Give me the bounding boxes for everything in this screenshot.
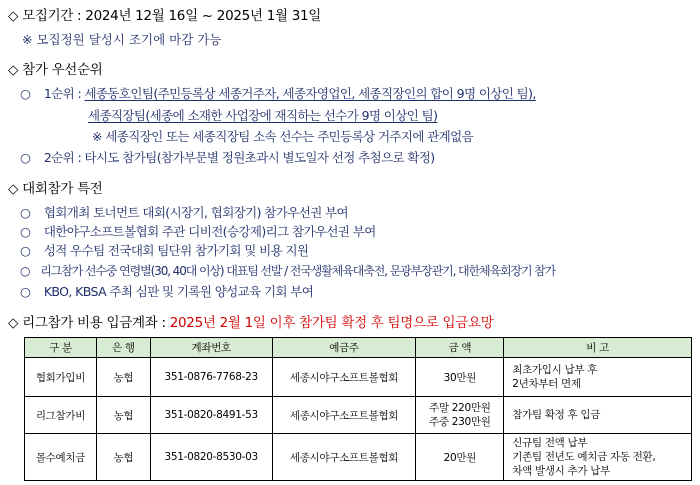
cell-bank: 농협 — [96, 358, 150, 397]
priority-heading — [8, 62, 103, 78]
cell-amount: 30만원 — [416, 358, 504, 397]
early-close-note: ※ 모집정원 달성시 조기에 마감 가능 — [22, 32, 222, 47]
diamond-marker: ◇ — [8, 8, 19, 24]
benefit-text: 협회개최 토너먼트 대회(시장기, 협회장기) 참가우선권 부여 — [43, 205, 349, 220]
priority-second-text: 2순위 : 타시도 참가팀(참가부문별 정원초과시 별도일자 선정 추첨으로 확정) — [43, 150, 435, 165]
note-line: 2년차부터 면제 — [512, 378, 581, 390]
fees-title: 리그참가 비용 입금계좌 : — [22, 315, 170, 331]
cell-account: 351-0820-8491-53 — [150, 397, 272, 434]
cell-note — [504, 397, 692, 434]
cell-type: 리그참가비 — [25, 397, 97, 434]
note-line: 기존팀 전년도 예치금 자동 전환, — [512, 451, 656, 463]
note-line: 신규팀 전액 납부 — [512, 437, 588, 449]
cell-holder: 세종시야구소프트볼협회 — [272, 434, 416, 481]
circle-bullet: ○ — [20, 284, 31, 299]
header-note: 비 고 — [504, 338, 692, 358]
priority-first — [20, 86, 536, 102]
benefit-text: 성적 우수팀 전국대회 팀단위 참가기회 및 비용 지원 — [43, 243, 309, 258]
benefit-text: KBO, KBSA 주최 심판 및 기록원 양성교육 기회 부여 — [43, 284, 314, 299]
diamond-marker: ◇ — [8, 315, 19, 331]
benefit-item — [20, 205, 348, 221]
cell-holder: 세종시야구소프트볼협회 — [272, 358, 416, 397]
circle-bullet: ○ — [20, 243, 31, 258]
header-type: 구 분 — [25, 338, 97, 358]
priority-first-text: 세종동호인팀(주민등록상 세종거주자, 세종자영업인, 세종직장인의 합이 9명 이상인 팀), — [84, 86, 536, 101]
priority-title: 참가 우선순위 — [22, 62, 103, 78]
header-amount: 금 액 — [416, 338, 504, 358]
fees-notice: 2025년 2월 1일 이후 참가팀 확정 후 팀명으로 입금요망 — [169, 315, 494, 331]
amount-line: 주중 230만원 — [429, 416, 491, 428]
circle-bullet: ○ — [20, 224, 31, 239]
note-line: 최초가입시 납부 후 — [512, 364, 598, 376]
benefit-item — [20, 263, 555, 279]
benefit-item — [20, 243, 308, 259]
table-row — [25, 397, 692, 434]
amount-line: 주말 220만원 — [429, 402, 491, 414]
header-bank: 은 행 — [96, 338, 150, 358]
header-account: 계좌번호 — [150, 338, 272, 358]
benefit-item — [20, 284, 313, 300]
table-header-row — [25, 338, 692, 358]
benefits-heading — [8, 181, 103, 197]
note-line: 참가팀 확정 후 입금 — [512, 409, 601, 421]
priority-second — [20, 150, 435, 166]
diamond-marker: ◇ — [8, 62, 19, 78]
note-line: 차액 발생시 추가 납부 — [512, 465, 610, 477]
cell-account: 351-0876-7768-23 — [150, 358, 272, 397]
priority-first-line2: 세종직장팀(세종에 소재한 사업장에 재직하는 선수가 9명 이상인 팀) — [88, 108, 438, 123]
cell-amount: 20만원 — [416, 434, 504, 481]
table-row — [25, 358, 692, 397]
cell-amount — [416, 397, 504, 434]
header-holder: 예금주 — [272, 338, 416, 358]
cell-note — [504, 358, 692, 397]
benefit-text: 대한야구소프트볼협회 주관 디비전(승강제)리그 참가우선권 부여 — [43, 224, 376, 239]
diamond-marker: ◇ — [8, 181, 19, 197]
cell-type: 몰수예치금 — [25, 434, 97, 481]
circle-bullet: ○ — [20, 86, 31, 101]
recruitment-period — [8, 8, 321, 24]
priority-first-label: 1순위 : — [43, 86, 85, 101]
cell-bank: 농협 — [96, 397, 150, 434]
circle-bullet: ○ — [20, 264, 30, 278]
table-row — [25, 434, 692, 481]
priority-first-note: ※ 세종직장인 또는 세종직장팀 소속 선수는 주민등록상 거주지에 관계없음 — [92, 129, 474, 144]
cell-type: 협회가입비 — [25, 358, 97, 397]
cell-note — [504, 434, 692, 481]
cell-bank: 농협 — [96, 434, 150, 481]
benefit-text: 리그참가 선수중 연령별(30, 40대 이상) 대표팀 선발 / 전국생활체육대축전, 문광부장관기, 대한체육회장기 참가 — [40, 264, 556, 278]
fees-heading — [8, 315, 493, 331]
cell-holder: 세종시야구소프트볼협회 — [272, 397, 416, 434]
circle-bullet: ○ — [20, 150, 31, 165]
cell-account: 351-0820-8530-03 — [150, 434, 272, 481]
benefit-item — [20, 224, 376, 240]
recruitment-period-label: 모집기간 : 2024년 12월 16일 ~ 2025년 1월 31일 — [22, 8, 322, 24]
fee-table — [24, 337, 692, 481]
circle-bullet: ○ — [20, 205, 31, 220]
benefits-title: 대회참가 특전 — [22, 181, 103, 197]
